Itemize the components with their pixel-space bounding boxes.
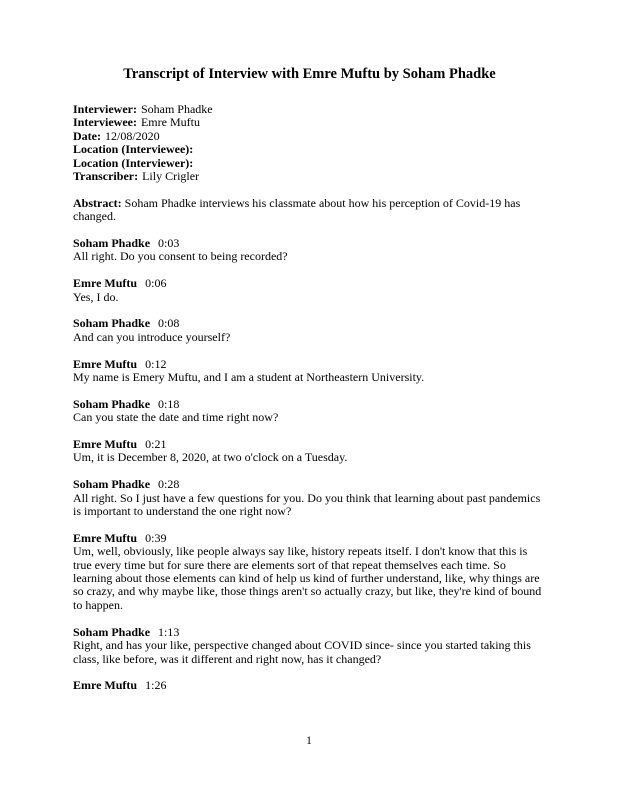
transcript-entry-header — [73, 237, 546, 250]
speech-text: Um, it is December 8, 2020, at two o'clock on a Tuesday. — [73, 450, 348, 465]
timestamp: 0:39 — [145, 530, 167, 545]
speech-text: All right. Do you consent to being recorded? — [73, 249, 288, 264]
speech-text: My name is Emery Muftu, and I am a student at Northeastern University. — [73, 370, 425, 385]
timestamp: 0:03 — [158, 236, 180, 251]
timestamp: 0:12 — [145, 356, 167, 371]
page-number: 1 — [306, 735, 312, 747]
speaker-name: Soham Phadke — [73, 396, 151, 411]
transcript-entry — [73, 277, 546, 304]
speaker-name: Soham Phadke — [73, 477, 151, 492]
metadata-row — [73, 130, 546, 143]
transcript-entry — [73, 626, 546, 666]
speech-text: All right. So I just have a few questions for you. Do you think that learning about past pandemics is important to understand the one right now? — [73, 490, 541, 519]
speech-text: Yes, I do. — [73, 289, 119, 304]
speaker-name: Emre Muftu — [73, 530, 138, 545]
timestamp: 0:28 — [158, 477, 180, 492]
transcript-entry-header — [73, 438, 546, 451]
document-content — [73, 66, 546, 706]
speaker-name: Soham Phadke — [73, 236, 151, 251]
metadata-label: Location (Interviewer): — [73, 155, 194, 170]
timestamp: 0:08 — [158, 316, 180, 331]
transcript-entry-header — [73, 358, 546, 371]
transcript-entry — [73, 398, 546, 425]
document-title: Transcript of Interview with Emre Muftu by Soham Phadke — [123, 66, 496, 82]
metadata-row — [73, 157, 546, 170]
transcript-entry-header — [73, 532, 546, 545]
transcript-entry — [73, 237, 546, 264]
transcript-entry — [73, 532, 546, 612]
timestamp: 1:13 — [158, 624, 180, 639]
transcript-entry-header — [73, 277, 546, 290]
transcript — [73, 237, 546, 693]
metadata-label: Date: — [73, 128, 101, 143]
speaker-name: Soham Phadke — [73, 316, 151, 331]
transcript-entry — [73, 317, 546, 344]
speaker-name: Soham Phadke — [73, 624, 151, 639]
timestamp: 1:26 — [145, 678, 167, 693]
transcript-entry-header — [73, 317, 546, 330]
transcript-entry — [73, 438, 546, 465]
speaker-name: Emre Muftu — [73, 276, 138, 291]
speaker-name: Emre Muftu — [73, 437, 138, 452]
transcript-entry-header — [73, 398, 546, 411]
speech-text: Can you state the date and time right now? — [73, 410, 279, 425]
metadata-row — [73, 116, 546, 129]
transcript-entry — [73, 358, 546, 385]
metadata-label: Transcriber: — [73, 169, 139, 184]
metadata-value: 12/08/2020 — [104, 128, 160, 143]
abstract-block — [73, 197, 546, 224]
timestamp: 0:21 — [145, 437, 167, 452]
transcript-entry-header — [73, 478, 546, 491]
speaker-name: Emre Muftu — [73, 678, 138, 693]
metadata-value: Emre Muftu — [140, 115, 200, 130]
metadata-label: Interviewee: — [73, 115, 137, 130]
transcript-entry — [73, 679, 546, 692]
metadata-row — [73, 103, 546, 116]
timestamp: 0:18 — [158, 396, 180, 411]
abstract-label: Abstract: — [73, 195, 122, 210]
metadata-value: Soham Phadke — [140, 102, 213, 116]
metadata-row — [73, 143, 546, 156]
transcript-entry — [73, 478, 546, 518]
speech-text: Um, well, obviously, like people always say like, history repeats itself. I don't know that this is true every time but for sure there are elements sort of that repeat themselves each time. So learning about those elements can kind of help us kind of further understand, like, why things are so crazy, and why maybe like, those things aren't so actually crazy, but like, they're kind of bound to happen. — [73, 544, 542, 612]
metadata-value: Lily Crigler — [142, 169, 200, 184]
abstract-text: Soham Phadke interviews his classmate about how his perception of Covid-19 has changed. — [73, 195, 521, 224]
metadata-label: Interviewer: — [73, 102, 137, 116]
transcript-entry-header — [73, 626, 546, 639]
metadata-row — [73, 170, 546, 183]
metadata-block — [73, 103, 546, 183]
timestamp: 0:06 — [145, 276, 167, 291]
speaker-name: Emre Muftu — [73, 356, 138, 371]
metadata-label: Location (Interviewee): — [73, 142, 194, 157]
speech-text: And can you introduce yourself? — [73, 329, 231, 344]
transcript-entry-header — [73, 679, 546, 692]
speech-text: Right, and has your like, perspective changed about COVID since- since you started taking this class, like before, was it different and right now, has it changed? — [73, 638, 531, 666]
